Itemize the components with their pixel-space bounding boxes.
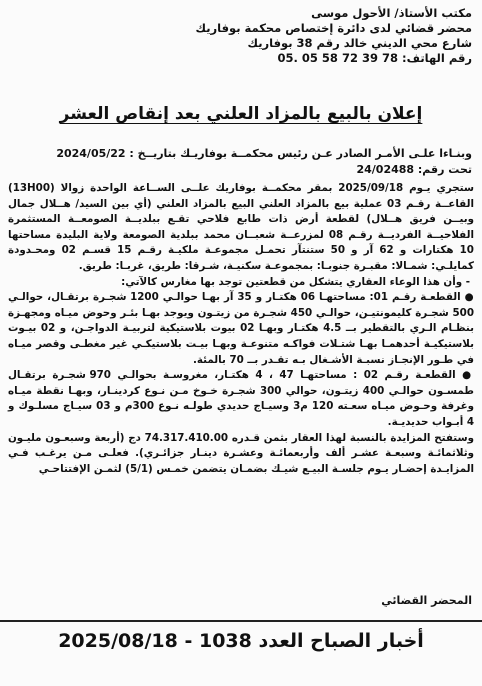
bailiff-signature: المحضر القضائي [381, 594, 472, 607]
opening-price-paragraph: وستفتح المزايدة بالنسبة لهذا العقار بثمن قـدره 74.317.410.00 دج (أربعة وسبعـون مليـون وثلاثمائـة وسبعـة عشـر ألف وأربعمائـة وعشـرة دينـار جزائـري). فعلـى مـن يرغـب فـي المزايـدة إحضـار يـوم جلسـة البيـع شيـك بضمـان يتضمن خمـس (5/1) لثمـن الإفتتاحـي [8, 431, 474, 475]
notice-intro [12, 146, 472, 177]
notice-title: إعلان بالبيع بالمزاد العلني بعد إنقاص العشر [59, 104, 423, 124]
parcel-1-paragraph: ● القطعـة رقـم 01: مساحتهـا 06 هكتـار و 35 آر بهـا حوالـي 1200 شجـرة برتقـال، حوالـي 500 شجـرة كليمونتيـن، حوالـي 450 شجـرة من زيتـون ويوجد بهـا بئـر وحوض ميـاه ومجهـزة بنظـام الـري بالتقطير بــ 4.5 هكتـار وبهـا 02 بيوت بلاستيكية لتربيـة الدواجـن، و 02 بيـوت بلاستيكيـة أحدهمـا بهـا شتـلات فواكـه متنوعـة وبهـا بيـت بلاستيكـي غير مغطـى وقصر ميـاه في طـور الإنجـاز نسبـة الأشـغال بـه تقـدر بــ 70 بالمئة. [8, 291, 474, 366]
phone-number: رقم الهاتف: 78 39 72 58 05 .05 [277, 51, 472, 65]
auction-details-paragraph: ستجري يـوم 2025/09/18 بمقر محكمــة بوفاريك علــى الســاعة الواحدة زوالا (13H00) القاعــة رقـم 03 عملية بيع بالمزاد العلني البيع بالمزاد العلني (أي بين السيد/ هــلال جمال وبيــن فريق هــلال) لقطعة أرض ذات طابع فلاحي تقـع ببلديــة الصومعــة المستثمرة الفلاحيــة الفرديــة رقـم 08 لمزرعــة شعبــان محمد ببلدية الصومعة ولاية البليدة مساحتها 10 هكتارات و 62 آر و 50 ستنتآر تحمـل مجموعـة ملكيـة رقـم 15 قسـم 02 ومحـدودة كمايلـي: شمـالا: مقبـرة جنوبـا: بمجموعـة سكنيـة، شـرقا: طريق، غربـا: طريق. [8, 182, 475, 272]
footer-divider [0, 620, 482, 622]
order-date-line: وبنـاءا علـى الأمـر الصادر عـن رئيس محكمــة بوفاريـك بتاريــخ : 2024/05/22 [56, 147, 472, 160]
parcel-2-paragraph: ● القطعـة رقـم 02 : مساحتهـا 47 ، 4 هكتـار، مغروسـة بحوالـي 970 شجـرة برتقـال طمسـون حوالـي 400 زيتـون، حوالي 300 شجـرة خـوخ مـن نـوع كردينـار، وبهـا نقطة ميـاه وغرفة وحـوض ميـاه سعـته 120 م3 وسيـاج حديدي طولـه نـوع 300م و 03 سيـاج مسلـوك و 4 أبـواب حديديـة. [8, 369, 475, 428]
notice-body [8, 181, 474, 477]
bailiff-position: محضر قضائي لدى دائرة إختصاص محكمة بوفاريك [195, 21, 472, 35]
newspaper-footer: أخبار الصباح العدد 1038 - 2025/08/18 [58, 630, 424, 652]
parcels-intro: - وأن هذا الوعاء العقاري يتشكل من قطعتين توجد بها مغارس كالآتي: [121, 275, 470, 288]
bailiff-header [132, 6, 472, 66]
office-address: شارع محي الديني خالد رقم 38 بوفاريك [247, 36, 472, 50]
office-name: مكتب الأستاذ/ الأحول موسى [311, 6, 472, 20]
order-number-line: تحت رقم: 24/02488 [356, 162, 472, 176]
